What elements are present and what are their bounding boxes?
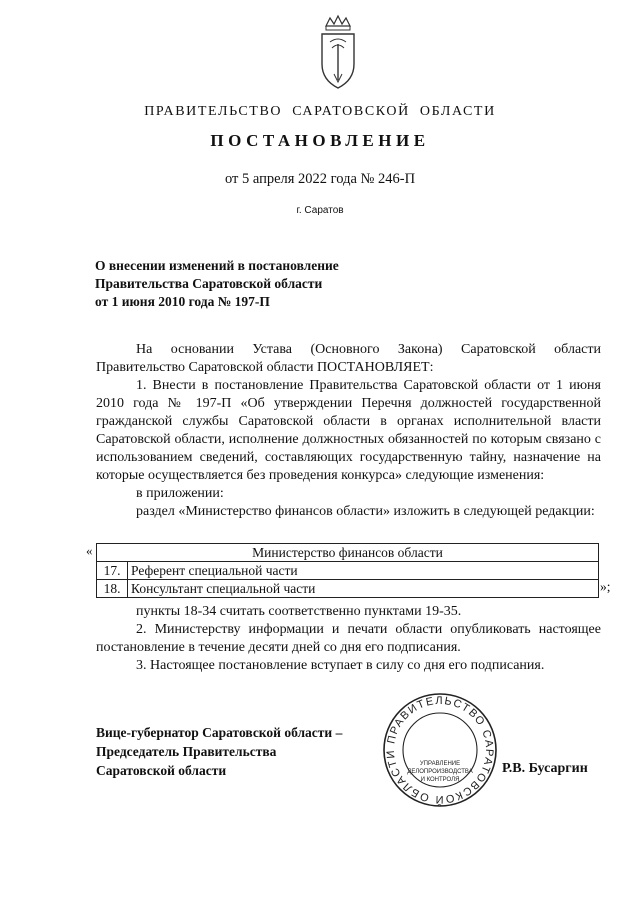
table-heading: Министерство финансов области bbox=[97, 544, 599, 562]
body-paragraph: раздел «Министерство финансов области» изложить в следующей редакции: bbox=[136, 504, 595, 519]
government-name: ПРАВИТЕЛЬСТВО САРАТОВСКОЙ ОБЛАСТИ bbox=[144, 104, 496, 119]
stamp-inner-line: ДЕЛОПРОИЗВОДСТВА bbox=[407, 769, 473, 775]
table-cell-position: Консультант специальной части bbox=[128, 580, 599, 598]
document-type: ПОСТАНОВЛЕНИЕ bbox=[210, 131, 430, 150]
table-row bbox=[97, 562, 599, 580]
table-header-row bbox=[97, 544, 599, 562]
table-close-quote: »; bbox=[600, 579, 611, 594]
body-paragraph: 3. Настоящее постановление вступает в силу со дня его подписания. bbox=[136, 658, 545, 673]
saratov-coat-of-arms-icon bbox=[316, 14, 360, 90]
document-body-continued bbox=[96, 603, 601, 675]
table-open-quote: « bbox=[86, 543, 93, 558]
document-subject bbox=[95, 257, 415, 311]
official-seal-stamp-icon bbox=[380, 690, 500, 810]
document-body bbox=[96, 341, 601, 521]
subject-line: О внесении изменений в постановление bbox=[95, 258, 339, 273]
stamp-inner-line: И КОНТРОЛЯ bbox=[420, 777, 460, 783]
document-city: г. Саратов bbox=[296, 205, 344, 216]
body-paragraph: пункты 18-34 считать соответственно пунктами 19-35. bbox=[136, 604, 462, 619]
signatory-title-line: Саратовской области bbox=[96, 763, 227, 778]
positions-table bbox=[96, 543, 599, 598]
table-cell-position: Референт специальной части bbox=[128, 562, 599, 580]
signatory-title-line: Вице-губернатор Саратовской области – bbox=[96, 725, 343, 740]
body-paragraph: На основании Устава (Основного Закона) Саратовской области Правительство Саратовской области ПОСТАНОВЛЯЕТ: bbox=[96, 342, 601, 375]
stamp-ring-text: ПРАВИТЕЛЬСТВО САРАТОВСКОЙ ОБЛАСТИ bbox=[384, 694, 496, 806]
table-row bbox=[97, 580, 599, 598]
table-cell-number: 18. bbox=[97, 580, 128, 598]
body-paragraph: 2. Министерству информации и печати области опубликовать настоящее постановление в течение десяти дней со дня его подписания. bbox=[96, 622, 601, 655]
body-paragraph: в приложении: bbox=[136, 486, 224, 501]
stamp-inner-line: УПРАВЛЕНИЕ bbox=[419, 761, 461, 767]
subject-line: Правительства Саратовской области bbox=[95, 276, 323, 291]
subject-line: от 1 июня 2010 года № 197-П bbox=[95, 294, 270, 309]
table-cell-number: 17. bbox=[97, 562, 128, 580]
body-paragraph: 1. Внести в постановление Правительства Саратовской области от 1 июня 2010 года № 197-П «Об утверждении Перечня должностей государственной гражданской службы Саратовской области в органах исполнительной власти Саратовской области, исполнение должностных обязанностей по которым связано с использованием сведений, составляющих государственную тайну, назначение на которые осуществляется без проведения конкурса» следующие изменения: bbox=[96, 378, 601, 483]
signatory-title-line: Председатель Правительства bbox=[96, 744, 277, 759]
document-date-number: от 5 апреля 2022 года № 246-П bbox=[224, 171, 416, 187]
signatory-title bbox=[96, 723, 386, 780]
signatory-name: Р.В. Бусаргин bbox=[502, 761, 588, 776]
stamp-inner-text bbox=[391, 760, 489, 784]
